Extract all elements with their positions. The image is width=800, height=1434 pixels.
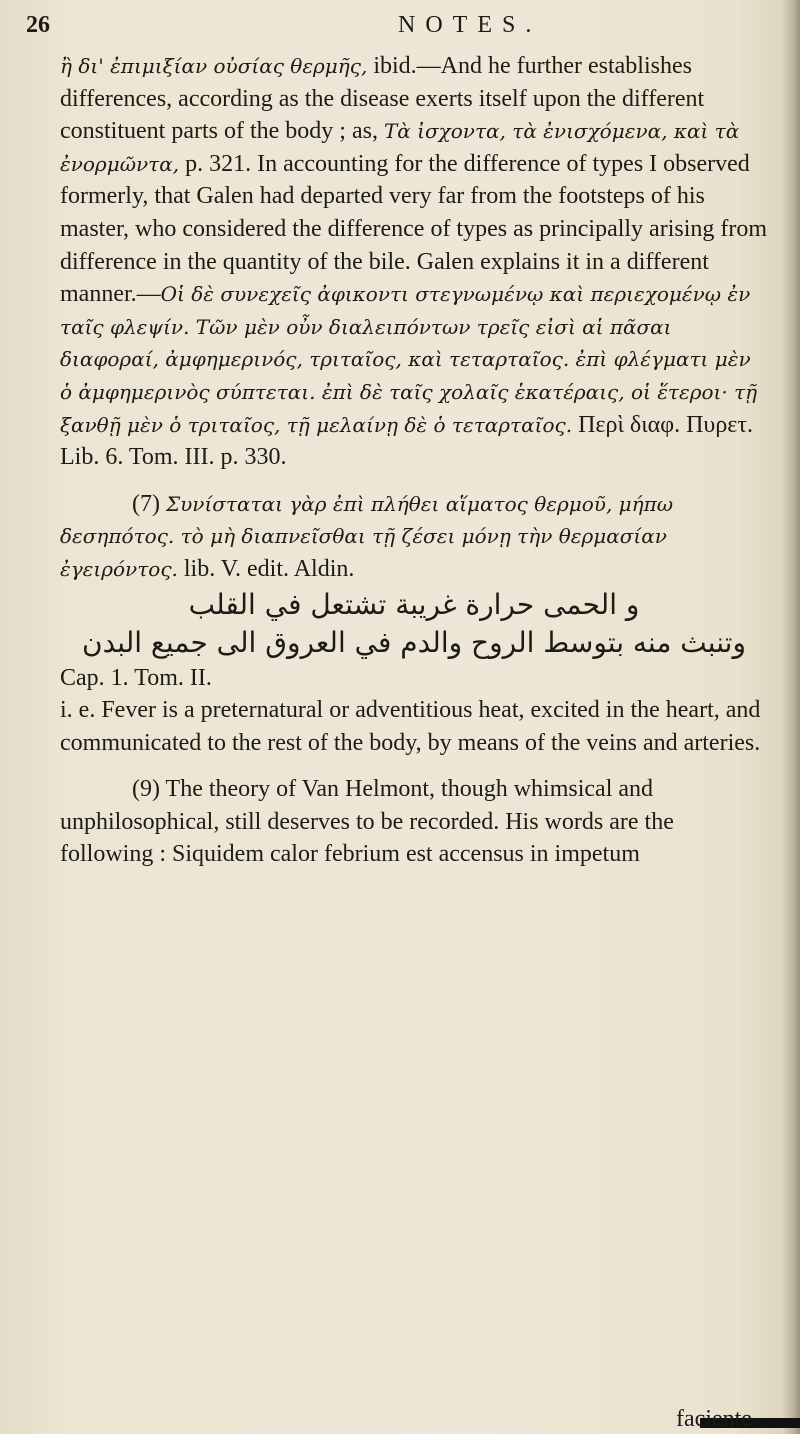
reference: Περὶ διαφ. Πυρετ. Lib. 6. Tom. III. p. 330. <box>60 411 754 471</box>
greek-quote: Συνίσταται γὰρ ἐπὶ πλήθει αἵματος θερμοῦ, μήπω δεσηπότος. τὸ μὴ διαπνεῖσθαι τῇ ζέσει μόνῃ τὴν θερμασίαν ἐγειρόντος. <box>60 491 674 581</box>
greek-quote: Τὰ ἰσχοντα, τὰ ἐνισχόμενα, καὶ τὰ ἐνορμῶντα, <box>60 119 740 176</box>
arabic-citation <box>60 662 768 695</box>
translation: i. e. Fever is a preternatural or adventitious heat, excited in the heart, and communicated to the rest of the body, by means of the veins and arteries. <box>60 697 761 756</box>
greek-quote: ἢ δι' ἐπιμιξίαν οὐσίας θερμῆς, <box>60 54 368 78</box>
page-header <box>26 10 766 46</box>
paragraph-text: p. 321. In accounting for the difference of types I observed formerly, that Galen had departed very far from the footsteps of his master, who considered the difference of types as principally arising from difference in the quantity of the bile. Galen explains it in a different manner.— <box>60 150 768 308</box>
arabic-quote-line-2: وتنبث منه بتوسط الروح والدم في العروق الى جميع البدن <box>82 625 746 659</box>
paragraph-6 <box>60 50 768 474</box>
page-number: 26 <box>26 12 50 38</box>
body-text <box>60 50 768 871</box>
page-edge-shadow <box>782 0 800 1434</box>
reference: lib. V. edit. Aldin. <box>177 555 355 582</box>
running-head: NOTES. <box>398 12 542 38</box>
paragraph-7 <box>60 488 768 586</box>
note-gap <box>60 474 768 488</box>
note-gap <box>60 759 768 773</box>
greek-quote: Οἱ δὲ συνεχεῖς ἀφικοντι στεγνωμένῳ καὶ περιεχομένῳ ἐν ταῖς φλεψίν. Τῶν μὲν οὖν διαλειπόντων τρεῖς εἰσὶ αἱ πᾶσαι διαφοραί, ἀμφημερινός, τριταῖος, καὶ τεταρταῖος. ἐπὶ φλέγματι μὲν ὁ ἀμφημερινὸς σύπτεται. ἐπὶ δὲ ταῖς χολαῖς ἑκατέραις, οἱ ἕτεροι· τῇ ξανθῇ μὲν ὁ τριταῖος, τῇ μελαίνῃ δὲ ὁ τεταρταῖος. <box>60 282 758 437</box>
citation-cap: Cap. 1. Tom. II. <box>60 664 212 691</box>
paragraph-text: ibid.—And he further establishes differences, according as the disease exerts itself upon the different constituent parts of the body ; as, <box>60 53 705 145</box>
paragraph-9: (9) The theory of Van Helmont, though whimsical and unphilosophical, still deserves to be recorded. His words are the following : Siquidem calor febrium est accensus in impetum <box>60 776 674 868</box>
catchword: faciente <box>676 1406 752 1432</box>
arabic-quote-line-1: و الحمى حرارة غريبة تشتعل في القلب <box>188 587 640 621</box>
note-label: (7) <box>132 490 166 517</box>
